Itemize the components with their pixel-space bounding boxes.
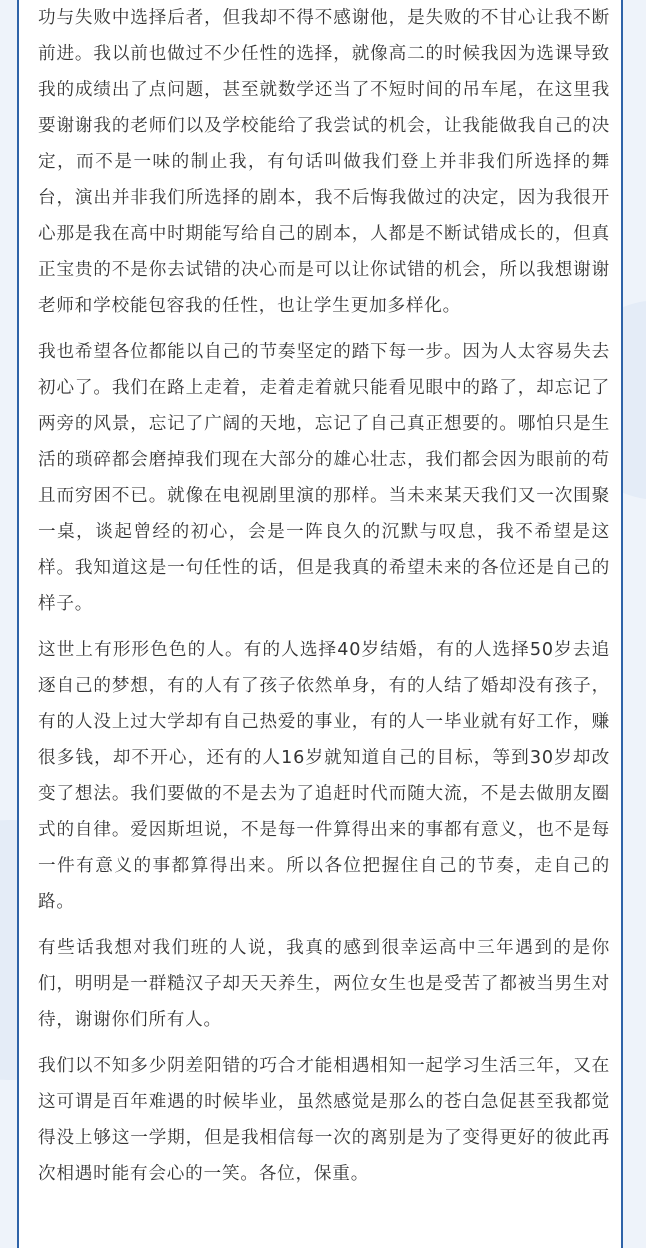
paragraph: 我们以不知多少阴差阳错的巧合才能相遇相知一起学习生活三年，又在这可谓是百年难遇的时候毕业，虽然感觉是那么的苍白急促甚至我都觉得没上够这一学期，但是我相信每一次的离别是为了变得更好的彼此再次相遇时能有会心的一笑。各位，保重。 <box>38 1056 610 1184</box>
paragraph: 这世上有形形色色的人。有的人选择40岁结婚，有的人选择50岁去追逐自己的梦想，有的人有了孩子依然单身，有的人结了婚却没有孩子，有的人没上过大学却有自己热爱的事业，有的人一毕业就有好工作，赚很多钱，却不开心，还有的人16岁就知道自己的目标，等到30岁却改变了想法。我们要做的不是去为了追赶时代而随大流，不是去做朋友圈式的自律。爱因斯坦说，不是每一件算得出来的事都有意义，也不是每一件有意义的事都算得出来。所以各位把握住自己的节奏，走自己的路。 <box>38 640 610 912</box>
paragraph: 有些话我想对我们班的人说，我真的感到很幸运高中三年遇到的是你们，明明是一群糙汉子却天天养生，两位女生也是受苦了都被当男生对待，谢谢你们所有人。 <box>38 938 610 1030</box>
paragraph: 我也希望各位都能以自己的节奏坚定的踏下每一步。因为人太容易失去初心了。我们在路上走着，走着走着就只能看见眼中的路了，却忘记了两旁的风景，忘记了广阔的天地，忘记了自己真正想要的。哪怕只是生活的琐碎都会磨掉我们现在大部分的雄心壮志，我们都会因为眼前的苟且而穷困不已。就像在电视剧里演的那样。当未来某天我们又一次围聚一桌，谈起曾经的初心，会是一阵良久的沉默与叹息，我不希望是这样。我知道这是一句任性的话，但是我真的希望未来的各位还是自己的样子。 <box>38 342 610 614</box>
paragraph: 功与失败中选择后者，但我却不得不感谢他，是失败的不甘心让我不断前进。我以前也做过不少任性的选择，就像高二的时候我因为选课导致我的成绩出了点问题，甚至就数学还当了不短时间的吊车尾，在这里我要谢谢我的老师们以及学校能给了我尝试的机会，让我能做我自己的决定，而不是一味的制止我，有句话叫做我们登上并非我们所选择的舞台，演出并非我们所选择的剧本，我不后悔我做过的决定，因为我很开心那是我在高中时期能写给自己的剧本，人都是不断试错成长的，但真正宝贵的不是你去试错的决心而是可以让你试错的机会，所以我想谢谢老师和学校能包容我的任性，也让学生更加多样化。 <box>38 8 610 316</box>
article-body <box>38 0 610 1192</box>
